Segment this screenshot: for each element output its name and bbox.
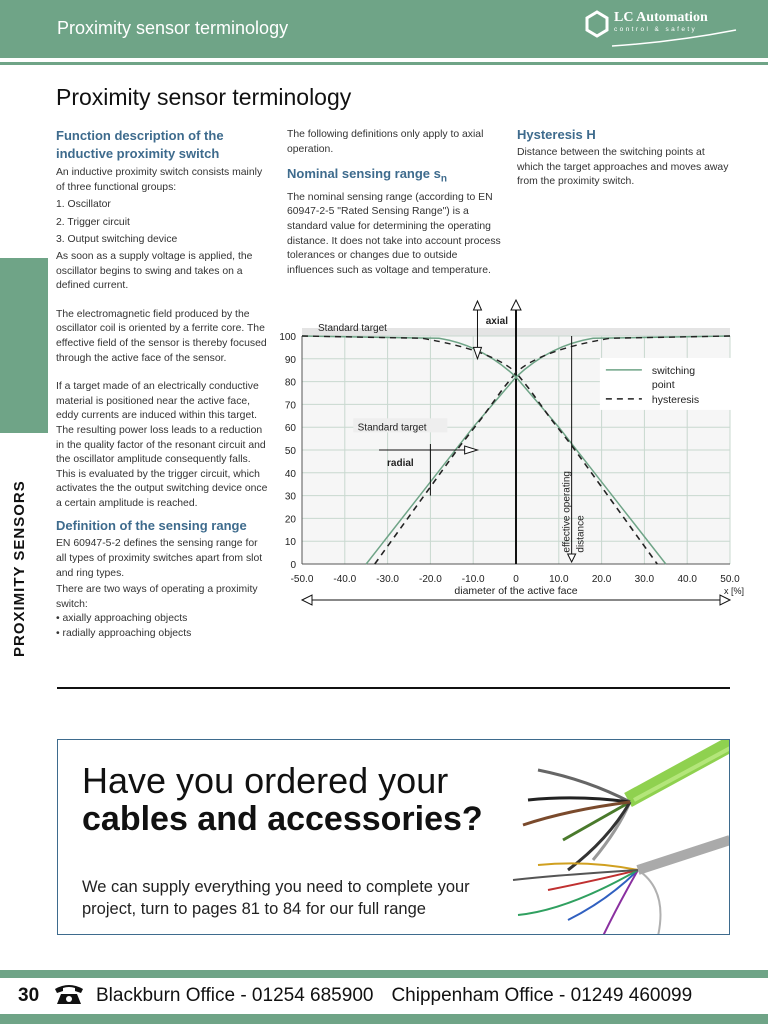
- x-tick-label: -30.0: [376, 574, 399, 585]
- standard-target-label: Standard target: [318, 323, 387, 334]
- cables-image-icon: [508, 740, 730, 935]
- promo-body: We can supply everything you need to complete your project, turn to pages 81 to 84 for our full range: [82, 878, 470, 918]
- column-1: [56, 127, 270, 642]
- logo-swoosh-icon: [584, 8, 744, 52]
- x-tick-label: 30.0: [634, 574, 655, 585]
- x-tick-label: 10.0: [549, 574, 569, 585]
- paragraph: The following definitions only apply to axial operation.: [287, 129, 484, 155]
- y-tick-label: 20: [284, 514, 296, 526]
- blackburn-office[interactable]: Blackburn Office - 01254 685900: [96, 985, 374, 1006]
- group-item: 1. Oscillator: [56, 199, 111, 211]
- effective-operating-label: effective operating: [561, 471, 573, 553]
- group-item: 3. Output switching device: [56, 234, 178, 246]
- diameter-arrow: [720, 595, 730, 605]
- function-heading: Function description of the inductive proximity switch: [56, 128, 224, 161]
- paragraph: As soon as a supply voltage is applied, the oscillator begins to swing and takes on a defined current.: [56, 250, 253, 292]
- y-tick-label: 0: [290, 560, 296, 571]
- y-tick-label: 100: [279, 332, 296, 343]
- chippenham-office[interactable]: Chippenham Office - 01249 460099: [391, 985, 693, 1006]
- legend-label: switching: [651, 364, 696, 377]
- paragraph: The nominal sensing range (according to EN 60947-2-5 "Rated Sensing Range") is a standard value for determining the operating distance. It does not take into account process tolerances or changes due to outside influences such as voltage and temperature.: [287, 191, 501, 276]
- company-logo[interactable]: [584, 8, 744, 52]
- paragraph: Distance between the switching points at which the target approaches and moves away from the proximity switch.: [517, 147, 729, 188]
- x-tick-label: -40.0: [333, 574, 357, 585]
- section-label: PROXIMITY SENSORS: [11, 480, 28, 657]
- nominal-range-heading: [287, 165, 505, 189]
- diameter-arrow: [302, 595, 312, 605]
- footer-band: [0, 970, 768, 978]
- paragraph: EN 60947-5-2 defines the sensing range for all types of proximity switches apart from slot and ring types.: [56, 538, 263, 579]
- telephone-icon: [53, 983, 85, 1005]
- x-tick-label: -50.0: [290, 574, 314, 585]
- y-tick-label: 80: [284, 377, 296, 389]
- axial-label: axial: [485, 316, 509, 327]
- list-item: • radially approaching objects: [56, 628, 192, 640]
- logo-name: LC Automation: [614, 10, 708, 25]
- y-tick-label: 50: [284, 446, 296, 457]
- page-title: Proximity sensor terminology: [56, 84, 352, 110]
- page-number: 30: [18, 985, 40, 1006]
- legend-label: hysteresis: [651, 393, 700, 406]
- sensing-range-heading: Definition of the sensing range: [56, 518, 247, 534]
- legend-label: point: [651, 378, 675, 391]
- y-tick-label: 30: [284, 491, 296, 503]
- x-tick-label: 50.0: [720, 574, 740, 585]
- x-tick-label: 0: [513, 574, 519, 585]
- intro-text: An inductive proximity switch consists mainly of three functional groups:: [56, 167, 263, 193]
- column-2: [287, 128, 505, 278]
- x-tick-label: 20.0: [591, 574, 612, 585]
- logo-tagline: control & safety: [614, 26, 698, 33]
- paragraph: There are two ways of operating a proximity switch:: [56, 584, 258, 610]
- heading-text: Nominal sensing range s: [287, 166, 441, 182]
- x-tick-label: 40.0: [677, 574, 697, 585]
- list-item: • axially approaching objects: [56, 613, 188, 625]
- x-axis-label: diameter of the active face: [454, 585, 578, 597]
- header-bar: [0, 0, 768, 58]
- paragraph: If a target made of an electrically conductive material is positioned near the active face, eddy currents are induced within this target. The resulting power loss leads to a reduction in the quality factor of the resonant circuit and the oscillator amplitude consequently falls. This is evaluated by the trigger circuit, which activates the the output switching device once a certain amplitude is reached.: [56, 381, 268, 509]
- radial-label: radial: [387, 457, 414, 469]
- x-tick-label: -10.0: [461, 574, 485, 585]
- section-divider: [57, 687, 730, 689]
- sensing-range-chart: [262, 296, 752, 614]
- y-tick-label: 90: [284, 354, 296, 366]
- axial-arrow-head: [511, 300, 521, 310]
- axial-arrow: [473, 301, 481, 310]
- footer-band-bottom: [0, 1014, 768, 1024]
- standard-target-label: Standard target: [357, 422, 427, 434]
- column-3: [517, 126, 729, 190]
- promo-box[interactable]: [57, 739, 730, 935]
- hysteresis-heading: Hysteresis H: [517, 127, 596, 142]
- paragraph: The electromagnetic field produced by the oscillator coil is oriented by a ferrite core. The effective field of the sensor is thereby focused through the active face of the sensor.: [56, 308, 267, 364]
- office-contacts: [96, 985, 710, 1007]
- group-item: 2. Trigger circuit: [56, 216, 130, 228]
- y-tick-label: 40: [284, 468, 296, 480]
- header-rule: [0, 62, 768, 65]
- heading-subscript: n: [440, 173, 447, 185]
- y-tick-label: 70: [284, 400, 296, 412]
- distance-label: distance: [575, 515, 587, 553]
- y-tick-label: 10: [284, 537, 296, 549]
- x-unit-label: x [%]: [723, 586, 745, 596]
- header-title: Proximity sensor terminology: [57, 18, 289, 38]
- section-tab: [0, 258, 48, 433]
- x-tick-label: -20.0: [419, 574, 442, 585]
- promo-heading-line1: Have you ordered your: [82, 760, 449, 801]
- y-tick-label: 60: [284, 423, 296, 435]
- promo-heading-line2: cables and accessories?: [82, 800, 483, 838]
